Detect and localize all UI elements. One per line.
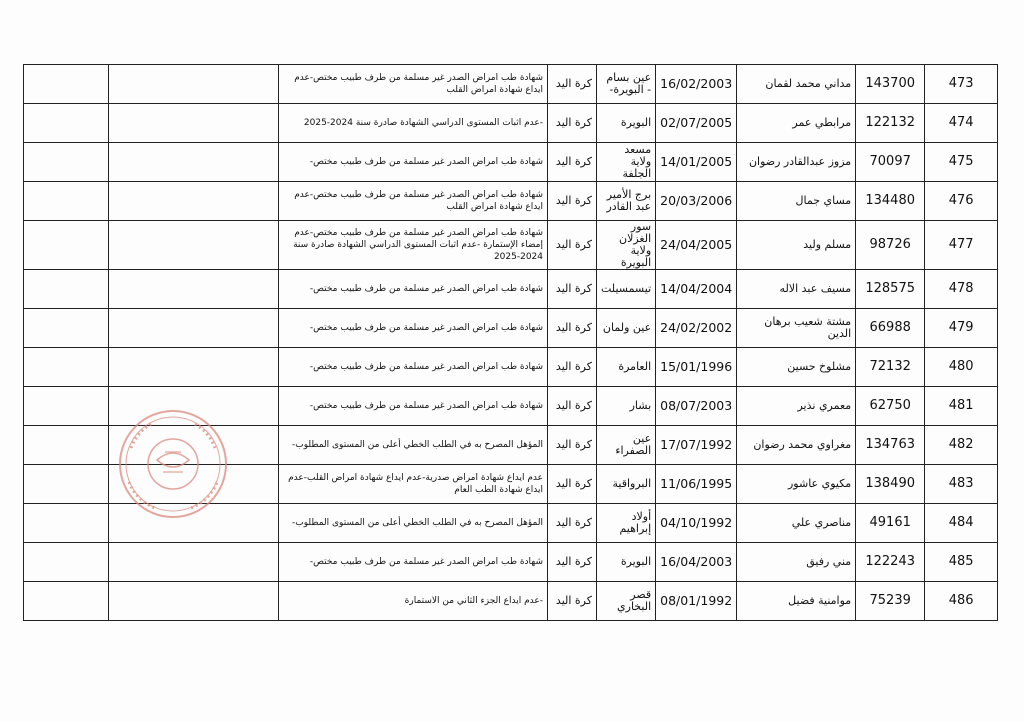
row-number: 478 (925, 270, 998, 309)
birth-place: مسعد ولاية الجلفة (597, 143, 656, 182)
rejection-reason: شهادة طب امراض الصدر غير مسلمة من طرف طبيب مختص- (279, 309, 548, 348)
empty-cell (109, 65, 279, 104)
empty-cell (24, 221, 109, 270)
candidate-name: مغراوي محمد رضوان (737, 426, 856, 465)
registration-number: 122243 (856, 543, 925, 582)
empty-cell (109, 387, 279, 426)
empty-cell (109, 143, 279, 182)
row-number: 476 (925, 182, 998, 221)
row-number: 483 (925, 465, 998, 504)
candidate-name: مسيف عبد الاله (737, 270, 856, 309)
birth-place: سور الغزلان ولاية البويرة (597, 221, 656, 270)
sport-specialty: كرة اليد (548, 504, 597, 543)
empty-cell (24, 182, 109, 221)
sport-specialty: كرة اليد (548, 270, 597, 309)
sport-specialty: كرة اليد (548, 104, 597, 143)
table-row (24, 582, 998, 621)
rejection-reason: شهادة طب امراض الصدر غير مسلمة من طرف طبيب مختص- (279, 348, 548, 387)
empty-cell (109, 182, 279, 221)
registration-number: 122132 (856, 104, 925, 143)
birth-place: عين بسام - البويرة- (597, 65, 656, 104)
empty-cell (109, 426, 279, 465)
row-number: 485 (925, 543, 998, 582)
table-row (24, 104, 998, 143)
rejection-reason: شهادة طب امراض الصدر غير مسلمة من طرف طبيب مختص-عدم ايداع شهادة امراض القلب (279, 65, 548, 104)
birth-date: 16/04/2003 (656, 543, 737, 582)
birth-place: أولاد إبراهيم (597, 504, 656, 543)
sport-specialty: كرة اليد (548, 65, 597, 104)
empty-cell (24, 143, 109, 182)
registration-number: 62750 (856, 387, 925, 426)
candidate-name: مناصري علي (737, 504, 856, 543)
row-number: 473 (925, 65, 998, 104)
registration-number: 49161 (856, 504, 925, 543)
birth-place: بشار (597, 387, 656, 426)
birth-place: البويرة (597, 543, 656, 582)
empty-cell (109, 465, 279, 504)
birth-date: 24/02/2002 (656, 309, 737, 348)
empty-cell (109, 270, 279, 309)
empty-cell (109, 221, 279, 270)
table-row (24, 143, 998, 182)
row-number: 484 (925, 504, 998, 543)
table-row (24, 387, 998, 426)
registration-number: 72132 (856, 348, 925, 387)
row-number: 477 (925, 221, 998, 270)
candidate-name: مساي جمال (737, 182, 856, 221)
empty-cell (24, 426, 109, 465)
registration-number: 134763 (856, 426, 925, 465)
sport-specialty: كرة اليد (548, 465, 597, 504)
candidate-name: مداني محمد لقمان (737, 65, 856, 104)
birth-date: 14/04/2004 (656, 270, 737, 309)
sport-specialty: كرة اليد (548, 543, 597, 582)
rejection-reason: المؤهل المصرح به في الطلب الخطي أعلى من المستوى المطلوب- (279, 504, 548, 543)
birth-date: 24/04/2005 (656, 221, 737, 270)
rejection-reason: شهادة طب امراض الصدر غير مسلمة من طرف طبيب مختص- (279, 387, 548, 426)
empty-cell (24, 348, 109, 387)
birth-place: تيسمسيلت (597, 270, 656, 309)
empty-cell (109, 582, 279, 621)
rejection-reason: شهادة طب امراض الصدر غير مسلمة من طرف طبيب مختص- (279, 543, 548, 582)
registration-number: 98726 (856, 221, 925, 270)
empty-cell (109, 348, 279, 387)
birth-place: عين ولمان (597, 309, 656, 348)
empty-cell (24, 270, 109, 309)
rejection-reason: المؤهل المصرح به في الطلب الخطي أعلى من المستوى المطلوب- (279, 426, 548, 465)
empty-cell (24, 104, 109, 143)
birth-place: قصر البخاري (597, 582, 656, 621)
birth-date: 14/01/2005 (656, 143, 737, 182)
birth-date: 02/07/2005 (656, 104, 737, 143)
rejection-reason: -عدم ايداع الجزء الثاني من الاستمارة (279, 582, 548, 621)
candidate-name: مزوز عبدالقادر رضوان (737, 143, 856, 182)
candidate-name: مكيوي عاشور (737, 465, 856, 504)
birth-place: عين الصفراء (597, 426, 656, 465)
birth-date: 16/02/2003 (656, 65, 737, 104)
table-row (24, 426, 998, 465)
birth-place: البرواقية (597, 465, 656, 504)
registration-number: 66988 (856, 309, 925, 348)
table-row (24, 504, 998, 543)
candidates-table (23, 64, 998, 621)
registration-number: 128575 (856, 270, 925, 309)
birth-date: 04/10/1992 (656, 504, 737, 543)
candidate-name: مشتة شعيب برهان الدين (737, 309, 856, 348)
row-number: 479 (925, 309, 998, 348)
rejection-reason: شهادة طب امراض الصدر غير مسلمة من طرف طبيب مختص- (279, 270, 548, 309)
registration-number: 138490 (856, 465, 925, 504)
birth-date: 08/01/1992 (656, 582, 737, 621)
row-number: 481 (925, 387, 998, 426)
sport-specialty: كرة اليد (548, 348, 597, 387)
birth-place: العامرة (597, 348, 656, 387)
candidate-name: مرابطي عمر (737, 104, 856, 143)
rejection-reason: شهادة طب امراض الصدر غير مسلمة من طرف طبيب مختص- (279, 143, 548, 182)
birth-date: 20/03/2006 (656, 182, 737, 221)
row-number: 482 (925, 426, 998, 465)
row-number: 474 (925, 104, 998, 143)
row-number: 486 (925, 582, 998, 621)
birth-place: برج الأمير عبد القادر (597, 182, 656, 221)
table-row (24, 543, 998, 582)
candidate-name: معمري نذير (737, 387, 856, 426)
empty-cell (109, 104, 279, 143)
empty-cell (24, 465, 109, 504)
empty-cell (109, 504, 279, 543)
empty-cell (24, 65, 109, 104)
row-number: 480 (925, 348, 998, 387)
table-row (24, 348, 998, 387)
empty-cell (109, 309, 279, 348)
table-row (24, 182, 998, 221)
sport-specialty: كرة اليد (548, 182, 597, 221)
empty-cell (24, 543, 109, 582)
rejection-reason: شهادة طب امراض الصدر غير مسلمة من طرف طبيب مختص-عدم إمضاء الإستمارة -عدم اثبات المستوى الدراسي الشهادة صادرة سنة 2024-2025 (279, 221, 548, 270)
birth-date: 08/07/2003 (656, 387, 737, 426)
rejection-reason: -عدم اثبات المستوى الدراسي الشهادة صادرة سنة 2024-2025 (279, 104, 548, 143)
empty-cell (24, 309, 109, 348)
sport-specialty: كرة اليد (548, 143, 597, 182)
table-row (24, 65, 998, 104)
birth-date: 15/01/1996 (656, 348, 737, 387)
empty-cell (24, 504, 109, 543)
birth-date: 17/07/1992 (656, 426, 737, 465)
candidate-name: مني رفيق (737, 543, 856, 582)
sport-specialty: كرة اليد (548, 309, 597, 348)
birth-date: 11/06/1995 (656, 465, 737, 504)
registration-number: 70097 (856, 143, 925, 182)
empty-cell (109, 543, 279, 582)
table-row (24, 465, 998, 504)
table-row (24, 309, 998, 348)
table-row (24, 270, 998, 309)
table-row (24, 221, 998, 270)
sport-specialty: كرة اليد (548, 387, 597, 426)
sport-specialty: كرة اليد (548, 221, 597, 270)
row-number: 475 (925, 143, 998, 182)
candidate-name: مشلوخ حسين (737, 348, 856, 387)
candidate-name: موامنية فضيل (737, 582, 856, 621)
rejection-reason: شهادة طب امراض الصدر غير مسلمة من طرف طبيب مختص-عدم ايداع شهادة امراض القلب (279, 182, 548, 221)
candidates-table-body (24, 65, 998, 621)
registration-number: 75239 (856, 582, 925, 621)
registration-number: 134480 (856, 182, 925, 221)
candidate-name: مسلم وليد (737, 221, 856, 270)
registration-number: 143700 (856, 65, 925, 104)
empty-cell (24, 582, 109, 621)
sport-specialty: كرة اليد (548, 426, 597, 465)
birth-place: البويرة (597, 104, 656, 143)
rejection-reason: عدم ايداع شهادة امراض صدرية-عدم ايداع شهادة امراض القلب-عدم ايداع شهادة الطب العام (279, 465, 548, 504)
empty-cell (24, 387, 109, 426)
sport-specialty: كرة اليد (548, 582, 597, 621)
